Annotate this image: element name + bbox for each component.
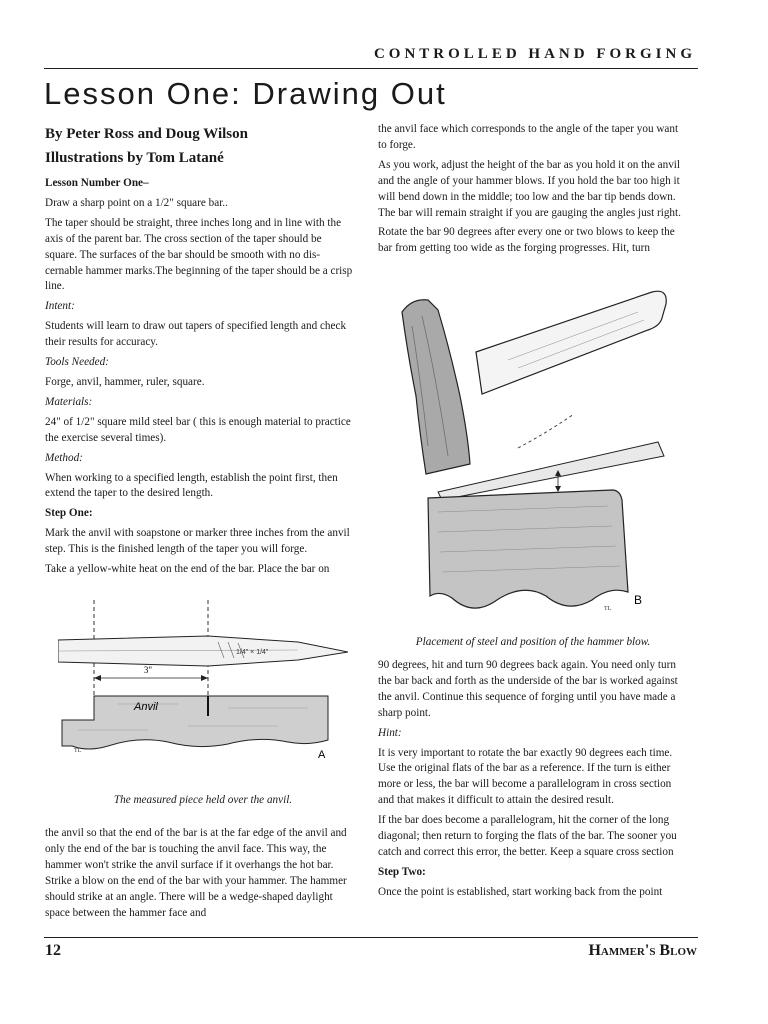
right-top-text-3: Rotate the bar 90 degrees after every one or two blows to keep the bar from getting too wide as the forging progresses. Hit, turn <box>378 226 675 255</box>
figure-a-illustration <box>58 596 348 766</box>
bottom-rule <box>44 937 698 938</box>
lesson-title: Lesson One: Drawing Out <box>44 76 447 111</box>
figure-b-caption: Placement of steel and position of the hammer blow. <box>415 636 651 648</box>
figure-b-illustration <box>398 286 674 620</box>
page-number: 12 <box>45 942 61 959</box>
left-bottom-text: the anvil so that the end of the bar is at the far edge of the anvil and only the end of the bar is touching the anvil face. This way, the hammer won't strike the anvil surface if it overhangs the hot bar. Strike a blow on the end of the bar with your hammer. The hammer should strike at an angle. There will be a wedge-shaped daylight space between the hammer face and <box>45 827 347 919</box>
materials-label: Materials: <box>45 395 93 408</box>
left-bottom-column <box>45 826 353 925</box>
tools-label: Tools Needed: <box>45 356 109 369</box>
hint-text-2: If the bar does become a parallelogram, hit the corner of the long diagonal; then return to forging the flats of the bar. The sooner you catch and correct this error, the better. Keep a square cross section <box>378 814 677 858</box>
taper-paragraph: The taper should be straight, three inches long and in line with the axis of the parent bar. The cross section of the taper should be square. The surfaces of the bar should be smooth with no dis-cernable hammer marks.The beginning of the taper should be a crisp line. <box>45 216 353 293</box>
right-top-text-2: As you work, adjust the height of the bar as you hold it on the anvil and the angle of your hammer blows. If you hold the bar too high it will bend down in the middle; too low and the bar tip bends down. The bar will remain straight if you are gauging the angles just right. <box>378 158 681 219</box>
intent-text: Students will learn to draw out tapers of specified length and check their results for accuracy. <box>45 320 347 349</box>
step-two-text: Once the point is established, start working back from the point <box>378 885 663 898</box>
figure-b-signature: TL <box>604 606 612 612</box>
method-text: When working to a specified length, establish the point first, then extend the taper to the desired length. <box>45 471 338 500</box>
step-two-label: Step Two: <box>378 865 426 878</box>
step-one-text-2: Take a yellow-white heat on the end of the bar. Place the bar on <box>45 563 330 576</box>
left-column <box>45 122 353 582</box>
figure-b-letter: B <box>634 593 643 607</box>
running-head: CONTROLLED HAND FORGING <box>373 46 696 62</box>
hint-text-1: It is very important to rotate the bar exactly 90 degrees each time. Use the original flats of the bar as a reference. If the turn is either more or less, the bar will become a parallelogram in cross section and that makes it difficult to attain the desired result. <box>378 746 673 807</box>
step-one-text-1: Mark the anvil with soapstone or marker three inches from the anvil step. This is the finished length of the taper you will forge. <box>45 527 350 556</box>
taper-note: 1/4" × 1/4" <box>236 649 269 656</box>
right-top-text-1: the anvil face which corresponds to the angle of the taper you want to forge. <box>378 123 679 151</box>
magazine-name: Hammer's Blow <box>588 942 697 959</box>
anvil-label: Anvil <box>134 701 158 713</box>
figure-a-caption: The measured piece held over the anvil. <box>113 794 293 806</box>
byline-authors: By Peter Ross and Doug Wilson <box>45 126 248 142</box>
tools-text: Forge, anvil, hammer, ruler, square. <box>45 375 205 388</box>
figure-a-letter: A <box>318 749 326 761</box>
hint-label: Hint: <box>378 726 402 739</box>
figure-a-signature: TL <box>74 748 82 754</box>
lesson-number-text: Draw a sharp point on a 1/2" square bar.. <box>45 196 228 209</box>
materials-text: 24" of 1/2" square mild steel bar ( this is enough material to practice the exercise several times). <box>45 415 351 444</box>
dimension-label: 3" <box>143 665 153 675</box>
step-one-label: Step One: <box>45 507 93 520</box>
lesson-number-label: Lesson Number One– <box>45 177 149 189</box>
intent-label: Intent: <box>45 300 75 313</box>
method-label: Method: <box>45 451 83 464</box>
top-rule <box>44 68 698 69</box>
right-bottom-column <box>378 658 686 905</box>
right-bottom-text-1: 90 degrees, hit and turn 90 degrees back again. You need only turn the bar back and forth as the underside of the bar is worked against the anvil. Continue this sequence of forging until you have made a sharp point. <box>378 659 678 719</box>
right-top-column <box>378 122 686 261</box>
byline-illustrations: Illustrations by Tom Latané <box>45 150 224 166</box>
